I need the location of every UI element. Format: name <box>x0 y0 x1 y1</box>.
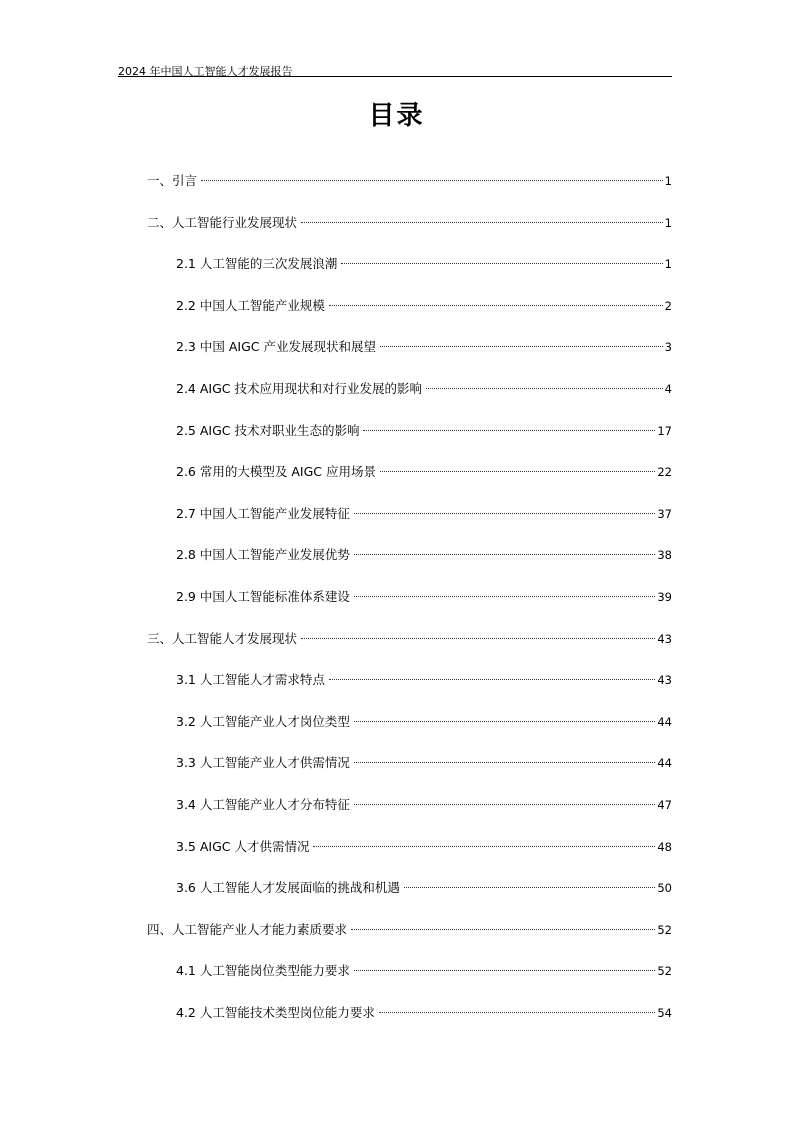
toc-entry-label: 2.5 AIGC 技术对职业生态的影响 <box>176 423 360 438</box>
toc-dot-leader <box>201 179 663 181</box>
toc-entry-page-number: 22 <box>657 465 672 479</box>
toc-entry-page-number: 1 <box>664 216 672 230</box>
toc-dot-leader <box>354 595 656 597</box>
toc-entry[interactable] <box>176 461 672 483</box>
toc-entry-page-number: 39 <box>657 590 672 604</box>
toc-dot-leader <box>380 345 663 347</box>
toc-dot-leader <box>354 553 656 555</box>
toc-entry-label: 三、人工智能人才发展现状 <box>147 631 298 646</box>
toc-entry[interactable] <box>147 212 672 234</box>
toc-entry-label: 3.6 人工智能人才发展面临的挑战和机遇 <box>176 880 400 895</box>
toc-entry[interactable] <box>147 170 672 192</box>
toc-entry[interactable] <box>176 295 672 317</box>
toc-entry-page-number: 43 <box>657 673 672 687</box>
page-title: 目录 <box>368 101 425 131</box>
toc-entry-label: 3.4 人工智能产业人才分布特征 <box>176 797 350 812</box>
toc-entry-page-number: 38 <box>657 548 672 562</box>
toc-entry-page-number: 50 <box>657 881 672 895</box>
toc-entry-page-number: 47 <box>657 798 672 812</box>
toc-entry[interactable] <box>176 336 672 358</box>
toc-entry[interactable] <box>147 628 672 650</box>
toc-dot-leader <box>404 886 656 888</box>
toc-entry[interactable] <box>176 253 672 275</box>
toc-entry[interactable] <box>176 586 672 608</box>
toc-entry[interactable] <box>176 752 672 774</box>
toc-entry-label: 2.6 常用的大模型及 AIGC 应用场景 <box>176 464 376 479</box>
toc-entry-page-number: 1 <box>664 174 672 188</box>
toc-entry-page-number: 48 <box>657 840 672 854</box>
toc-entry-page-number: 17 <box>657 424 672 438</box>
toc-dot-leader <box>380 470 655 472</box>
toc-entry-label: 2.9 中国人工智能标准体系建设 <box>176 589 350 604</box>
toc-entry-label: 2.3 中国 AIGC 产业发展现状和展望 <box>176 339 376 354</box>
toc-entry[interactable] <box>176 711 672 733</box>
toc-entry-page-number: 37 <box>657 507 672 521</box>
toc-dot-leader <box>354 512 656 514</box>
toc-entry[interactable] <box>176 669 672 691</box>
toc-entry-label: 4.2 人工智能技术类型岗位能力要求 <box>176 1005 375 1020</box>
toc-dot-leader <box>363 429 655 431</box>
toc-entry-page-number: 1 <box>664 257 672 271</box>
toc-dot-leader <box>354 803 656 805</box>
toc-entry[interactable] <box>176 794 672 816</box>
toc-entry-label: 2.1 人工智能的三次发展浪潮 <box>176 256 338 271</box>
toc-entry-page-number: 44 <box>657 715 672 729</box>
toc-dot-leader <box>354 969 656 971</box>
toc-entry[interactable] <box>176 544 672 566</box>
toc-entry[interactable] <box>147 919 672 941</box>
page-header <box>118 60 672 77</box>
toc-entry[interactable] <box>176 420 672 442</box>
toc-entry[interactable] <box>176 378 672 400</box>
toc-dot-leader <box>301 637 655 639</box>
toc-entry-label: 3.5 AIGC 人才供需情况 <box>176 839 310 854</box>
toc-entry-label: 二、人工智能行业发展现状 <box>147 215 298 230</box>
toc-dot-leader <box>354 761 656 763</box>
toc-entry-page-number: 52 <box>657 923 672 937</box>
toc-dot-leader <box>354 720 656 722</box>
toc-entry-label: 3.1 人工智能人才需求特点 <box>176 672 325 687</box>
toc-entry-page-number: 43 <box>657 632 672 646</box>
toc-entry[interactable] <box>176 960 672 982</box>
toc-dot-leader <box>379 1011 656 1013</box>
toc-entry-label: 一、引言 <box>147 173 198 188</box>
toc-dot-leader <box>313 845 655 847</box>
toc-entry-page-number: 52 <box>657 964 672 978</box>
toc-dot-leader <box>351 928 655 930</box>
toc-entry-page-number: 44 <box>657 756 672 770</box>
header-text: 2024 年中国人工智能人才发展报告 <box>118 65 293 78</box>
toc-entry-label: 2.4 AIGC 技术应用现状和对行业发展的影响 <box>176 381 422 396</box>
toc-dot-leader <box>301 221 663 223</box>
toc-dot-leader <box>341 262 662 264</box>
toc-entry-label: 2.2 中国人工智能产业规模 <box>176 298 325 313</box>
toc-entry-label: 2.7 中国人工智能产业发展特征 <box>176 506 350 521</box>
toc-entry[interactable] <box>176 1002 672 1024</box>
toc-dot-leader <box>426 387 663 389</box>
toc-entry[interactable] <box>176 503 672 525</box>
toc-entry[interactable] <box>176 836 672 858</box>
toc-entry-page-number: 4 <box>664 382 672 396</box>
toc-entry-page-number: 2 <box>664 299 672 313</box>
toc-entry-label: 4.1 人工智能岗位类型能力要求 <box>176 963 350 978</box>
toc-entry-label: 3.2 人工智能产业人才岗位类型 <box>176 714 350 729</box>
toc-entry[interactable] <box>176 877 672 899</box>
toc-entry-page-number: 54 <box>657 1006 672 1020</box>
toc-entry-page-number: 3 <box>664 340 672 354</box>
toc-entry-label: 四、人工智能产业人才能力素质要求 <box>147 922 348 937</box>
toc-dot-leader <box>329 304 663 306</box>
toc-entry-label: 3.3 人工智能产业人才供需情况 <box>176 755 350 770</box>
toc-entry-label: 2.8 中国人工智能产业发展优势 <box>176 547 350 562</box>
toc-dot-leader <box>329 678 656 680</box>
